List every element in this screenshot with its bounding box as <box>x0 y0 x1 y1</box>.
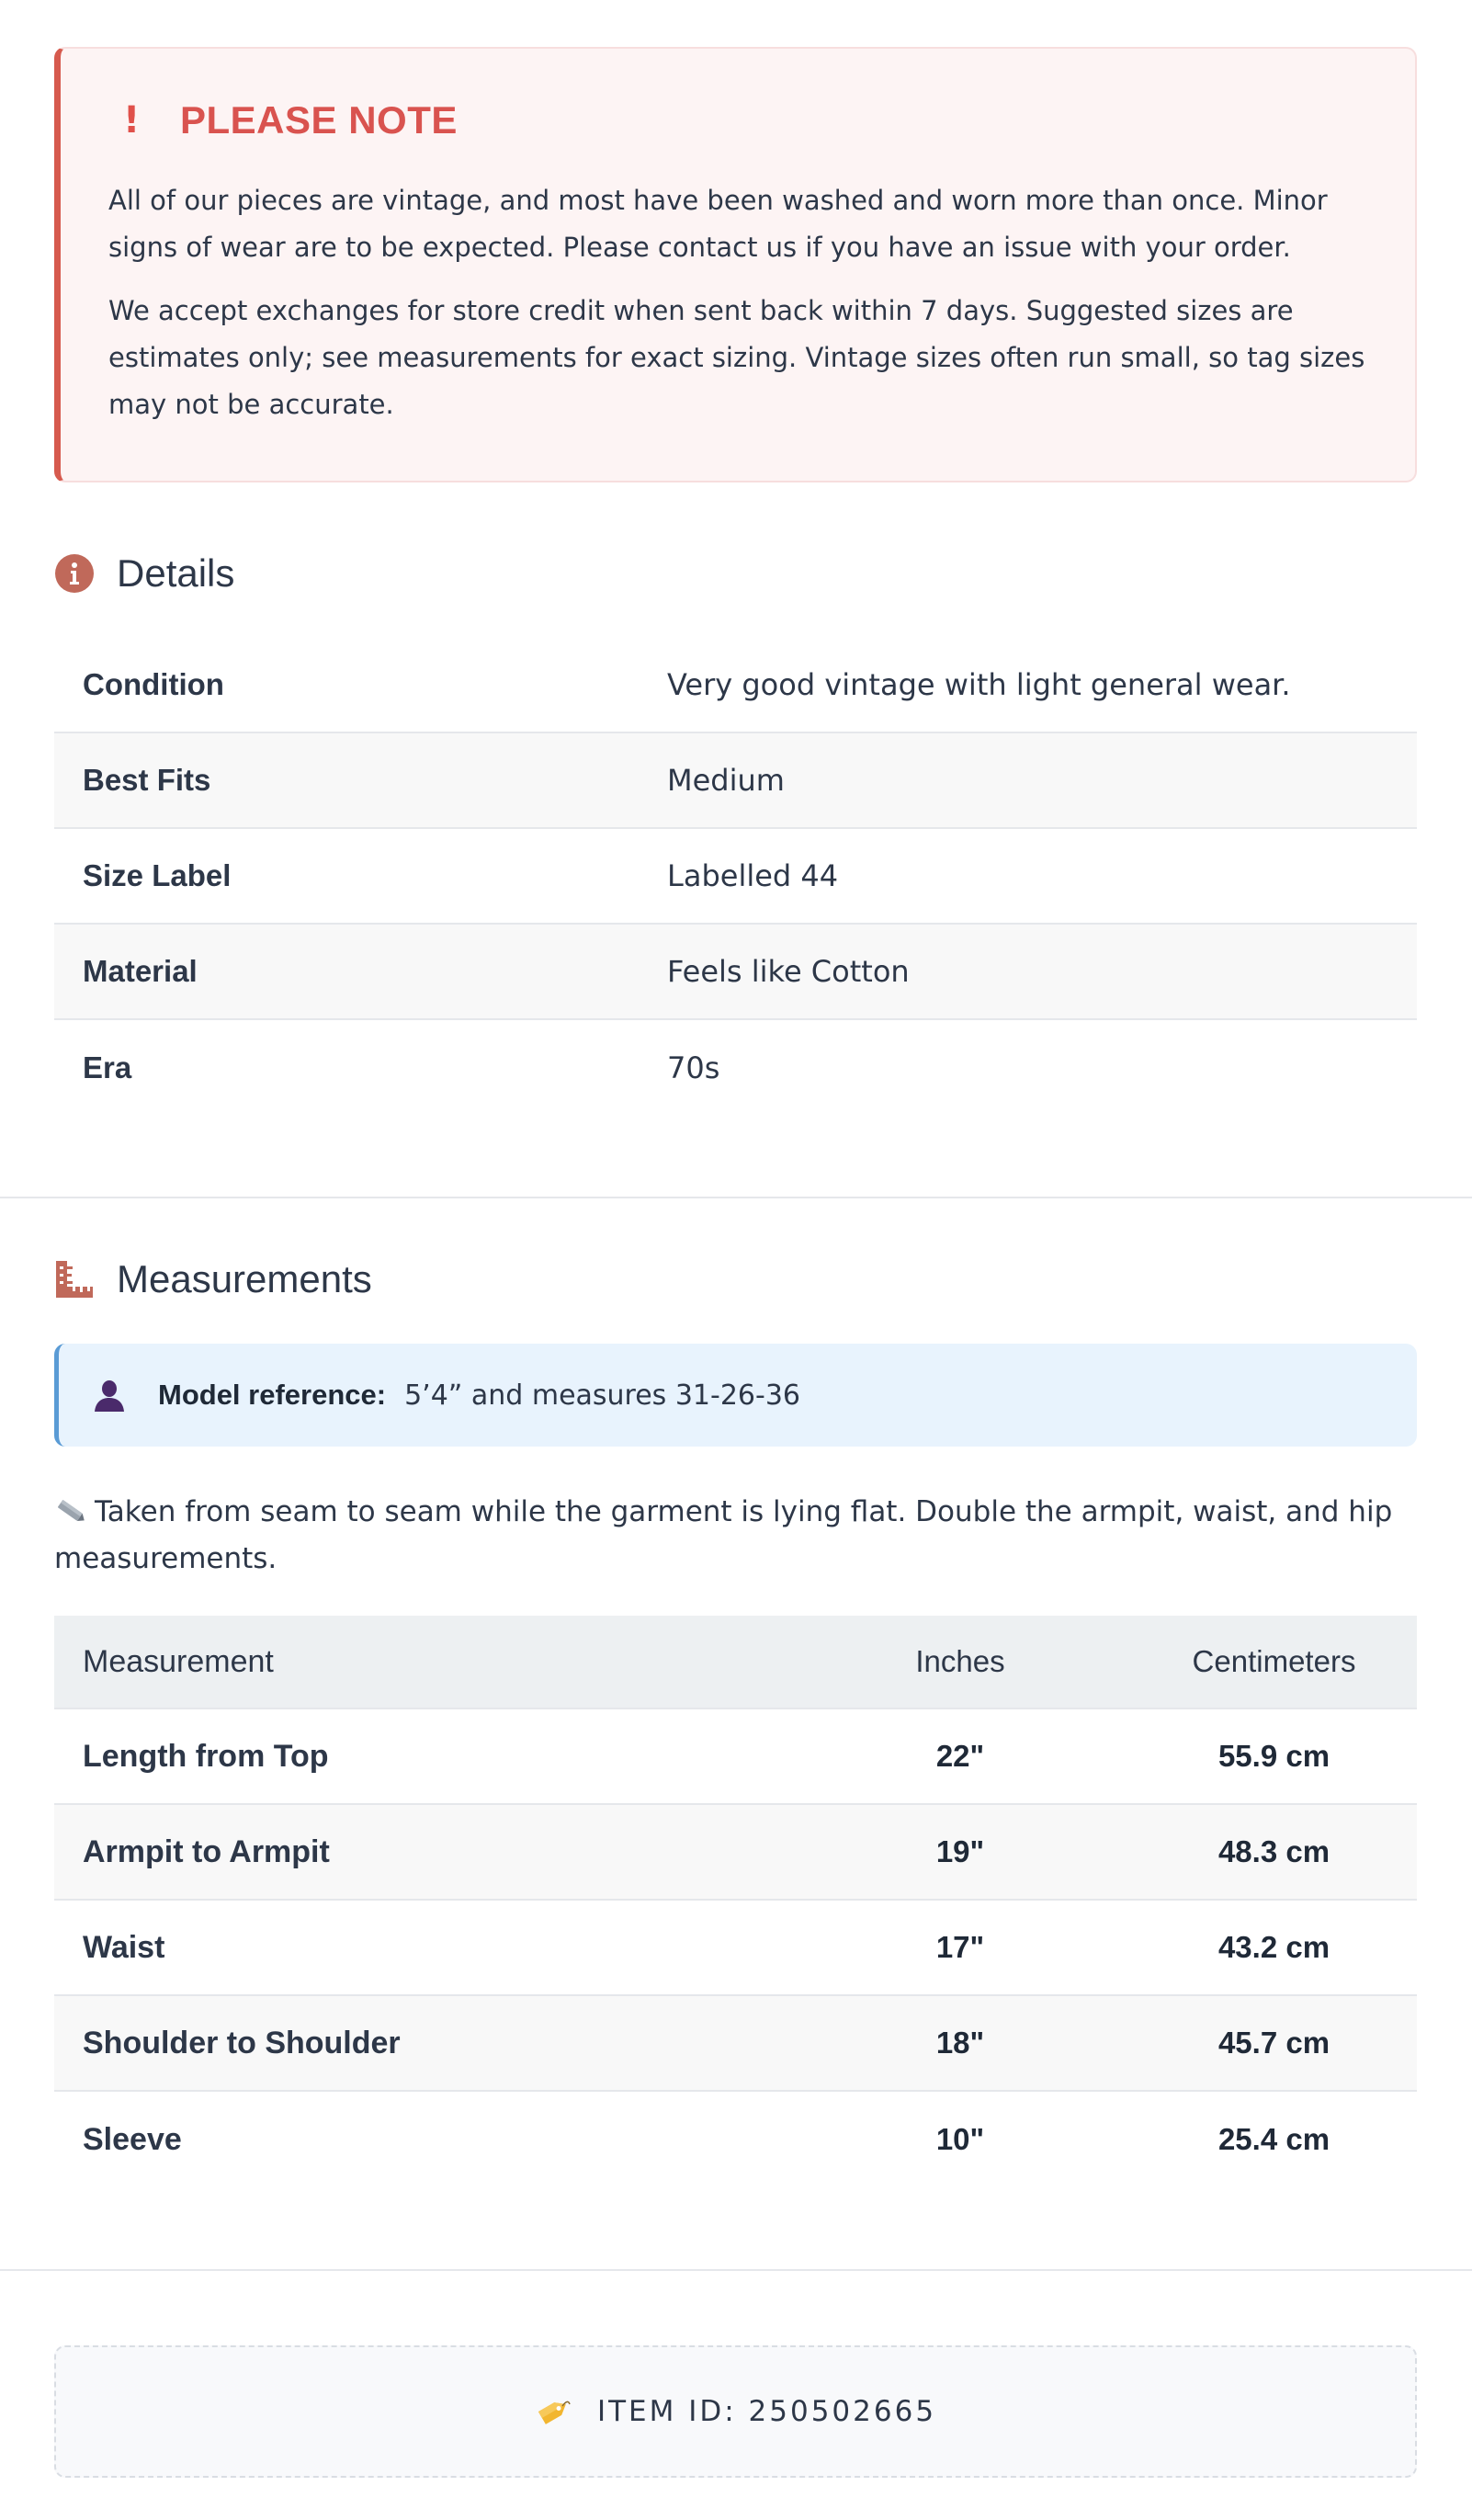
details-table <box>54 638 1417 1116</box>
item-id-box <box>54 2345 1417 2478</box>
measurement-cm: 25.4 cm <box>1217 2122 1330 2156</box>
measurements-table <box>54 1616 1417 2187</box>
tag-icon <box>535 2393 572 2430</box>
notice-paragraph-exchanges: We accept exchanges for store credit when sent back within 7 days. Suggested sizes are estimates only; see measurements for exact sizing. Vintage sizes often run small, so tag sizes may not be accurate. <box>108 295 1365 420</box>
measurement-cm: 48.3 cm <box>1217 1834 1330 1868</box>
exclamation-icon: ! <box>123 99 141 142</box>
details-row-material <box>54 925 1417 1020</box>
measurement-cm: 43.2 cm <box>1217 1930 1330 1964</box>
table-header-row <box>54 1616 1417 1709</box>
measurement-name: Armpit to Armpit <box>83 1833 330 1869</box>
details-row-era <box>54 1020 1417 1116</box>
measurement-name: Waist <box>83 1929 165 1965</box>
details-value: Labelled 44 <box>667 858 839 893</box>
details-value: Feels like Cotton <box>667 954 910 989</box>
details-value: 70s <box>667 1050 720 1085</box>
details-label: Best Fits <box>83 763 211 797</box>
measurements-title: Measurements <box>117 1257 372 1300</box>
notice-paragraph-wear: All of our pieces are vintage, and most have been washed and worn more than once. Minor signs of wear are to be expected. Please contact us if you have an issue with your order. <box>108 185 1328 263</box>
table-row <box>54 1901 1417 1996</box>
item-id-label: ITEM ID: 250502665 <box>596 2395 937 2428</box>
details-label: Era <box>83 1050 132 1084</box>
person-icon <box>94 1379 125 1412</box>
details-row-best-fits <box>54 733 1417 829</box>
pencil-icon <box>54 1497 87 1525</box>
model-reference-label: Model reference: <box>158 1379 387 1411</box>
table-row <box>54 2092 1417 2187</box>
details-label: Material <box>83 954 198 988</box>
table-row <box>54 1996 1417 2092</box>
measurement-inches: 10" <box>935 2122 985 2156</box>
please-note-box <box>54 47 1417 482</box>
table-row <box>54 1709 1417 1805</box>
details-title: Details <box>117 551 235 595</box>
measurement-name: Sleeve <box>83 2121 182 2157</box>
measurement-name: Shoulder to Shoulder <box>83 2025 401 2060</box>
details-label: Size Label <box>83 858 232 892</box>
measurement-cm: 55.9 cm <box>1217 1739 1330 1773</box>
measurement-name: Length from Top <box>83 1738 329 1774</box>
info-icon <box>54 553 95 594</box>
measurement-inches: 18" <box>935 2026 985 2060</box>
notice-header <box>108 98 1367 142</box>
column-header-centimeters: Centimeters <box>1192 1644 1356 1678</box>
measurement-cm: 45.7 cm <box>1217 2026 1330 2060</box>
measurement-note <box>54 1489 1417 1583</box>
details-heading <box>54 551 234 596</box>
details-label: Condition <box>83 667 224 701</box>
model-reference-box <box>54 1344 1417 1447</box>
column-header-measurement: Measurement <box>83 1643 274 1679</box>
section-divider <box>0 1197 1472 1198</box>
measurements-heading <box>54 1257 372 1301</box>
table-row <box>54 1805 1417 1901</box>
details-value: Very good vintage with light general wear. <box>667 667 1291 702</box>
measurement-note-text: Taken from seam to seam while the garment is lying flat. Double the armpit, waist, and hip measurements. <box>54 1495 1393 1575</box>
ruler-icon <box>54 1259 95 1300</box>
measurement-inches: 22" <box>935 1739 985 1773</box>
notice-title: PLEASE NOTE <box>180 98 458 142</box>
measurement-inches: 19" <box>935 1834 985 1868</box>
details-row-size-label <box>54 829 1417 925</box>
section-divider <box>0 2269 1472 2271</box>
measurement-inches: 17" <box>935 1930 985 1964</box>
model-reference-value: 5’4” and measures 31-26-36 <box>404 1379 801 1412</box>
column-header-inches: Inches <box>915 1644 1005 1678</box>
details-value: Medium <box>667 763 785 798</box>
details-row-condition <box>54 638 1417 733</box>
